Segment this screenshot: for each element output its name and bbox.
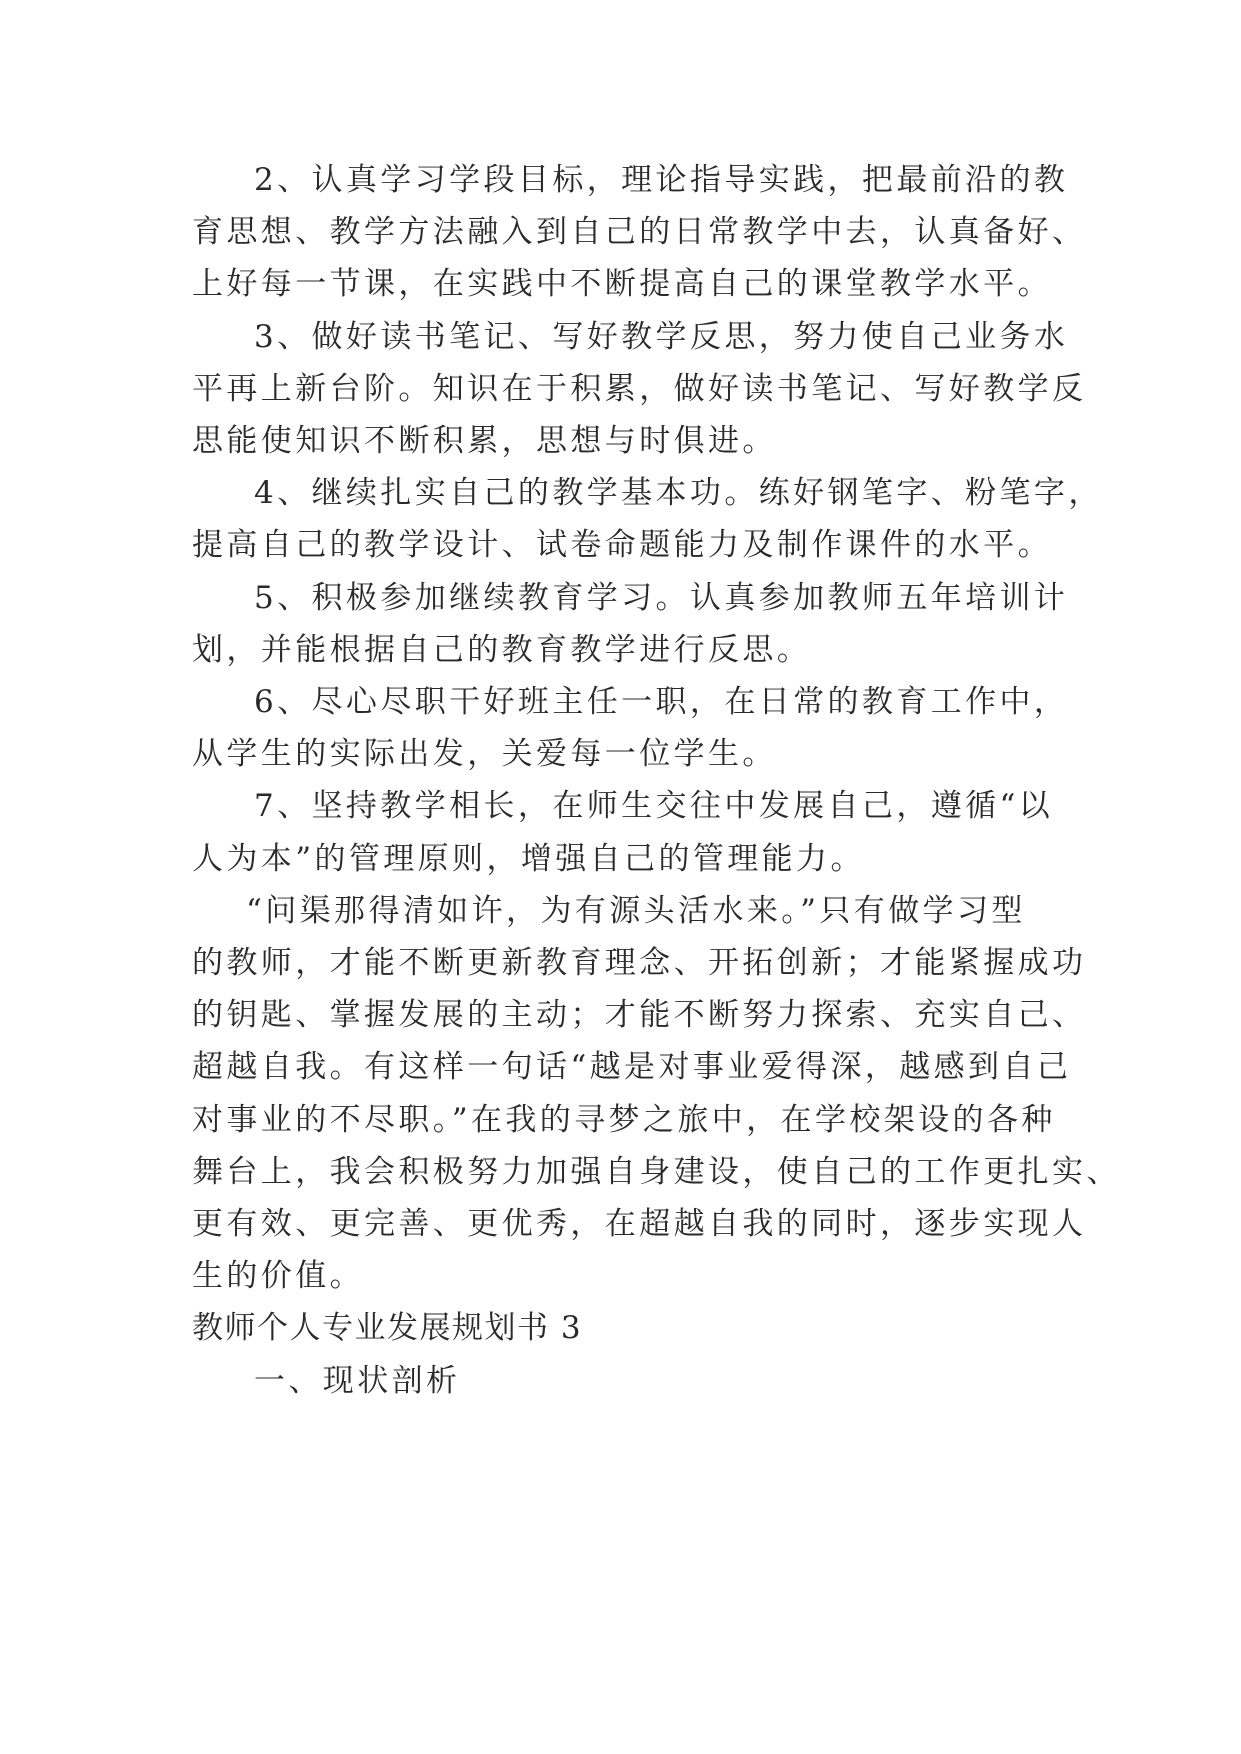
paragraph-5-line-2: 划，并能根据自己的教育教学进行反思。 [192,632,812,668]
paragraph-2-line-2: 育思想、教学方法融入到自己的日常教学中去，认真备好、 [192,214,1087,250]
subsection-heading: 一、现状剖析 [254,1363,461,1399]
section-title: 教师个人专业发展规划书 3 [192,1310,583,1346]
conclusion-line-3: 的钥匙、掌握发展的主动；才能不断努力探索、充实自己、 [192,997,1087,1033]
paragraph-4-line-2: 提高自己的教学设计、试卷命题能力及制作课件的水平。 [192,527,1052,563]
paragraph-2-line-3: 上好每一节课，在实践中不断提高自己的课堂教学水平。 [192,266,1052,302]
conclusion-line-5: 对事业的不尽职。”在我的寻梦之旅中，在学校架设的各种 [192,1102,1056,1138]
conclusion-line-4: 超越自我。有这样一句话“越是对事业爱得深，越感到自己 [192,1049,1072,1085]
paragraph-3-line-1: 3、做好读书笔记、写好教学反思，努力使自己业务水 [254,319,1069,355]
paragraph-6-line-2: 从学生的实际出发，关爱每一位学生。 [192,736,777,772]
paragraph-6-line-1: 6、尽心尽职干好班主任一职，在日常的教育工作中， [254,684,1069,720]
conclusion-line-8: 生的价值。 [192,1258,364,1294]
paragraph-5-line-1: 5、积极参加继续教育学习。认真参加教师五年培训计 [254,580,1069,616]
conclusion-line-2: 的教师，才能不断更新教育理念、开拓创新；才能紧握成功 [192,945,1087,981]
paragraph-7-line-2: 人为本”的管理原则，增强自己的管理能力。 [192,841,865,877]
paragraph-3-line-2: 平再上新台阶。知识在于积累，做好读书笔记、写好教学反 [192,371,1087,407]
paragraph-7-line-1: 7、坚持教学相长，在师生交往中发展自己，遵循“以 [254,788,1054,824]
conclusion-line-1: “问渠那得清如许，为有源头活水来。”只有做学习型 [246,893,1026,929]
paragraph-3-line-3: 思能使知识不断积累，思想与时俱进。 [192,423,777,459]
conclusion-line-7: 更有效、更完善、更优秀，在超越自我的同时，逐步实现人 [192,1206,1087,1242]
paragraph-2-line-1: 2、认真学习学段目标，理论指导实践，把最前沿的教 [254,162,1069,198]
conclusion-line-6: 舞台上，我会积极努力加强自身建设，使自己的工作更扎实、 [192,1154,1121,1190]
paragraph-4-line-1: 4、继续扎实自己的教学基本功。练好钢笔字、粉笔字， [254,475,1103,511]
